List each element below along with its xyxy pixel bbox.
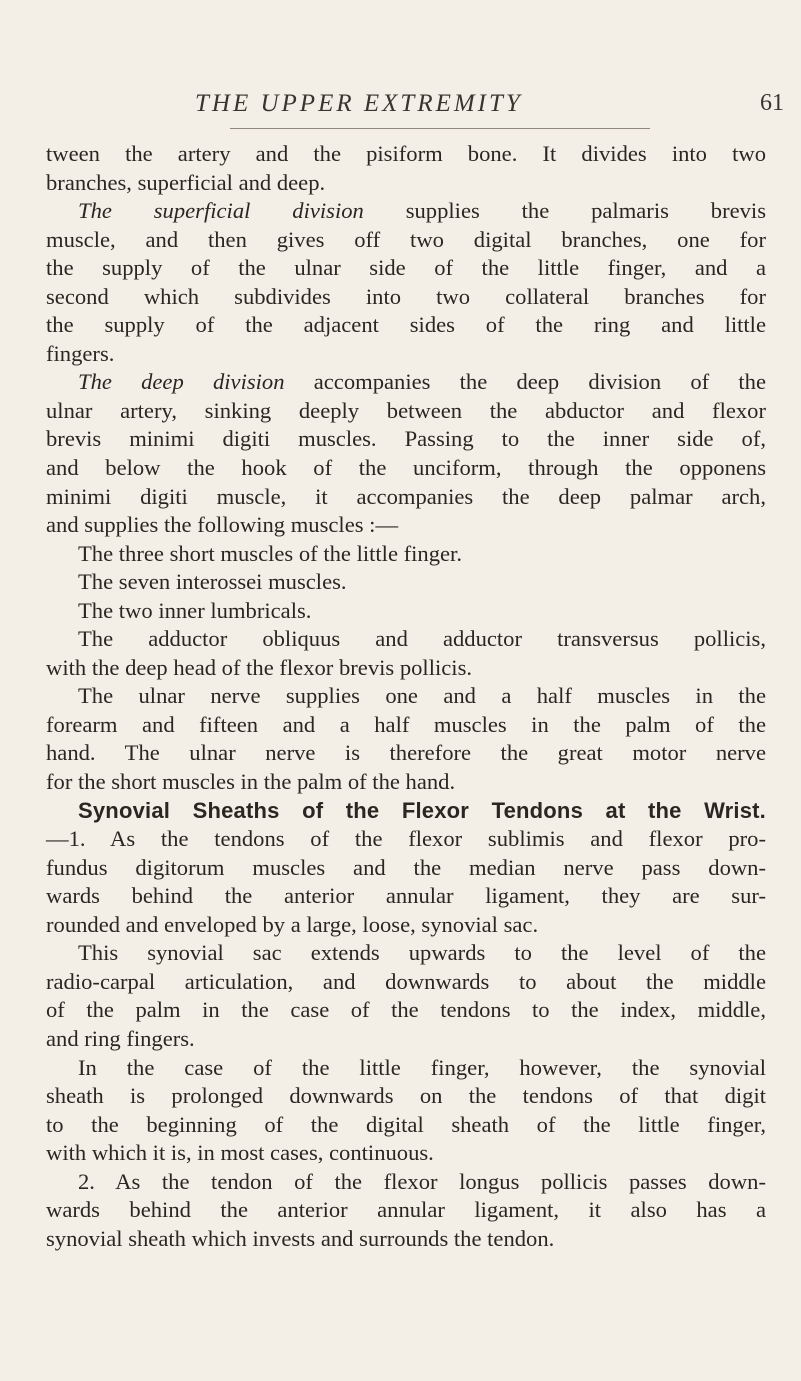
text-line: for the short muscles in the palm of the hand. — [46, 769, 456, 795]
subheading-superficial-division: The superficial division — [78, 198, 364, 224]
text-run: accompanies the deep division of the — [284, 369, 766, 395]
text-line: muscle, and then gives off two digital branches, one for — [46, 226, 766, 252]
text-line: In the case of the little finger, however, the synovial — [78, 1054, 766, 1080]
body-text — [46, 140, 766, 1253]
list-item: The three short muscles of the little finger. — [78, 540, 462, 566]
list-item: The adductor obliquus and adductor transversus pollicis, — [78, 626, 766, 652]
running-title: THE UPPER EXTREMITY — [195, 90, 523, 117]
text-line: the supply of the ulnar side of the little finger, and a — [46, 255, 766, 281]
text-line: rounded and enveloped by a large, loose, synovial sac. — [46, 911, 539, 937]
text-line: of the palm in the case of the tendons to the index, middle, — [46, 997, 766, 1023]
text-line: and supplies the following muscles :— — [46, 512, 399, 538]
text-line: synovial sheath which invests and surrounds the tendon. — [46, 1225, 555, 1251]
text-line — [46, 368, 766, 397]
page-number: 61 — [760, 90, 784, 116]
text-line: second which subdivides into two collateral branches for — [46, 283, 766, 309]
page-header — [0, 90, 801, 130]
text-line: branches, superficial and deep. — [46, 169, 326, 195]
text-line: wards behind the anterior annular ligament, it also has a — [46, 1197, 766, 1223]
text-line: with which it is, in most cases, continuous. — [46, 1140, 434, 1166]
text-line: forearm and fifteen and a half muscles in the palm of the — [46, 711, 766, 737]
text-line: fundus digitorum muscles and the median nerve pass down- — [46, 854, 766, 880]
text-line: the supply of the adjacent sides of the ring and little — [46, 312, 766, 338]
header-rule — [230, 128, 650, 129]
list-item: The two inner lumbricals. — [78, 597, 312, 623]
text-line: This synovial sac extends upwards to the level of the — [78, 940, 766, 966]
text-line: —1. As the tendons of the flexor sublimis and flexor pro- — [46, 826, 766, 852]
text-line: brevis minimi digiti muscles. Passing to the inner side of, — [46, 426, 766, 452]
text-line: wards behind the anterior annular ligament, they are sur- — [46, 883, 766, 909]
text-line: The ulnar nerve supplies one and a half muscles in the — [78, 683, 766, 709]
text-line: radio-carpal articulation, and downwards to about the middle — [46, 968, 766, 994]
text-run: supplies the palmaris brevis — [363, 198, 766, 224]
text-line: with the deep head of the flexor brevis pollicis. — [46, 654, 473, 680]
text-line: and ring fingers. — [46, 1025, 195, 1051]
text-line: fingers. — [46, 340, 115, 366]
text-line: to the beginning of the digital sheath of the little finger, — [46, 1111, 766, 1137]
text-line: and below the hook of the unciform, through the opponens — [46, 455, 766, 481]
section-heading: Synovial Sheaths of the Flexor Tendons at the Wrist. — [78, 797, 766, 823]
subheading-deep-division: The deep division — [78, 369, 285, 395]
text-line: minimi digiti muscle, it accompanies the deep palmar arch, — [46, 483, 766, 509]
text-line — [46, 197, 766, 226]
text-line: hand. The ulnar nerve is therefore the great motor nerve — [46, 740, 766, 766]
text-line: sheath is prolonged downwards on the tendons of that digit — [46, 1083, 766, 1109]
list-item: The seven interossei muscles. — [78, 569, 347, 595]
text-line: 2. As the tendon of the flexor longus pollicis passes down- — [78, 1168, 766, 1194]
text-line: tween the artery and the pisiform bone. It divides into two — [46, 141, 766, 166]
text-line: ulnar artery, sinking deeply between the abductor and flexor — [46, 397, 766, 423]
